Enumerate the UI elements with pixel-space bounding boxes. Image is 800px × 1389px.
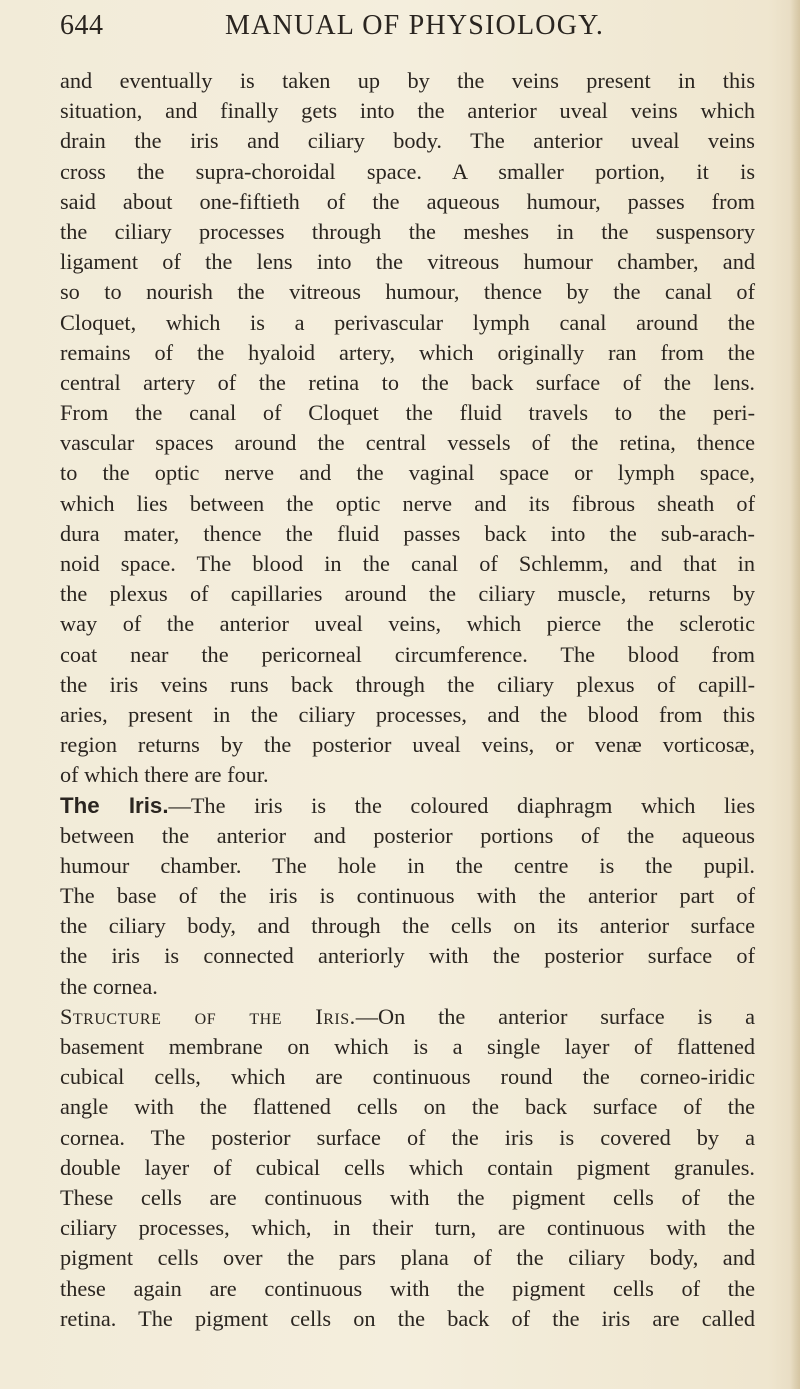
text-line: cornea. The posterior surface of the iris is covered by a <box>60 1124 755 1150</box>
text-line: ciliary processes, which, in their turn, are continuous with the <box>60 1215 755 1241</box>
text-line: dura mater, thence the fluid passes back into the sub-arach- <box>60 520 755 546</box>
text-line: double layer of cubical cells which contain pigment granules. <box>60 1154 755 1180</box>
page-number: 644 <box>60 10 104 41</box>
text-line: the plexus of capillaries around the ciliary muscle, returns by <box>60 581 755 607</box>
text-line: drain the iris and ciliary body. The anterior uveal veins <box>60 128 755 154</box>
page-edge-shadow <box>790 0 800 1389</box>
text-line: ligament of the lens into the vitreous humour chamber, and <box>60 249 755 275</box>
text-line: and eventually is taken up by the veins present in this <box>60 68 755 93</box>
iris-section-first-line <box>60 791 755 821</box>
text-line: to the optic nerve and the vaginal space or lymph space, <box>60 460 755 486</box>
text-run: —On the anterior surface is a <box>355 1003 755 1029</box>
text-line: noid space. The blood in the canal of Schlemm, and that in <box>60 551 755 576</box>
text-line: These cells are continuous with the pigment cells of the <box>60 1184 755 1210</box>
text-line: From the canal of Cloquet the fluid travels to the peri- <box>60 400 755 426</box>
text-line: of which there are four. <box>60 762 269 788</box>
text-line: said about one-fiftieth of the aqueous humour, passes from <box>60 188 755 214</box>
text-line: humour chamber. The hole in the centre is the pupil. <box>60 852 755 878</box>
text-line: the iris is connected anteriorly with the posterior surface of <box>60 943 755 969</box>
text-line: Cloquet, which is a perivascular lymph canal around the <box>60 309 755 335</box>
text-line: situation, and finally gets into the anterior uveal veins which <box>60 98 755 124</box>
running-title: MANUAL OF PHYSIOLOGY. <box>225 10 605 41</box>
structure-section-first-line <box>60 1002 755 1032</box>
text-line: so to nourish the vitreous humour, thence by the canal of <box>60 279 755 305</box>
text-line: remains of the hyaloid artery, which originally ran from the <box>60 339 755 365</box>
text-line: central artery of the retina to the back surface of the lens. <box>60 369 755 395</box>
text-line: these again are continuous with the pigment cells of the <box>60 1275 755 1301</box>
text-line: angle with the flattened cells on the back surface of the <box>60 1094 755 1120</box>
text-line: the ciliary body, and through the cells on its anterior surface <box>60 913 755 939</box>
text-line: vascular spaces around the central vessels of the retina, thence <box>60 430 755 456</box>
text-line: retina. The pigment cells on the back of the iris are called <box>60 1305 755 1331</box>
text-line: cubical cells, which are continuous round the corneo-iridic <box>60 1064 755 1090</box>
text-line: region returns by the posterior uveal veins, or venæ vorticosæ, <box>60 732 755 758</box>
text-line: basement membrane on which is a single layer of flattened <box>60 1034 755 1059</box>
text-line: The base of the iris is continuous with the anterior part of <box>60 883 755 909</box>
text-line: pigment cells over the pars plana of the ciliary body, and <box>60 1245 755 1271</box>
structure-heading: Structure of the Iris. <box>60 1003 356 1029</box>
text-line: cross the supra-choroidal space. A smaller portion, it is <box>60 158 755 184</box>
text-line: which lies between the optic nerve and its fibrous sheath of <box>60 490 755 516</box>
text-line: the ciliary processes through the meshes in the suspensory <box>60 218 755 244</box>
iris-heading: The Iris. <box>60 792 169 818</box>
text-body <box>60 66 755 1334</box>
text-run: —The iris is the coloured diaphragm which lies <box>168 792 755 818</box>
text-line: way of the anterior uveal veins, which pierce the sclerotic <box>60 611 755 637</box>
text-line: the iris veins runs back through the ciliary plexus of capill- <box>60 671 755 697</box>
text-line: the cornea. <box>60 973 158 999</box>
text-line: coat near the pericorneal circumference. The blood from <box>60 641 755 667</box>
text-line: between the anterior and posterior portions of the aqueous <box>60 822 755 848</box>
text-line: aries, present in the ciliary processes, and the blood from this <box>60 701 755 727</box>
page-header <box>60 10 750 54</box>
